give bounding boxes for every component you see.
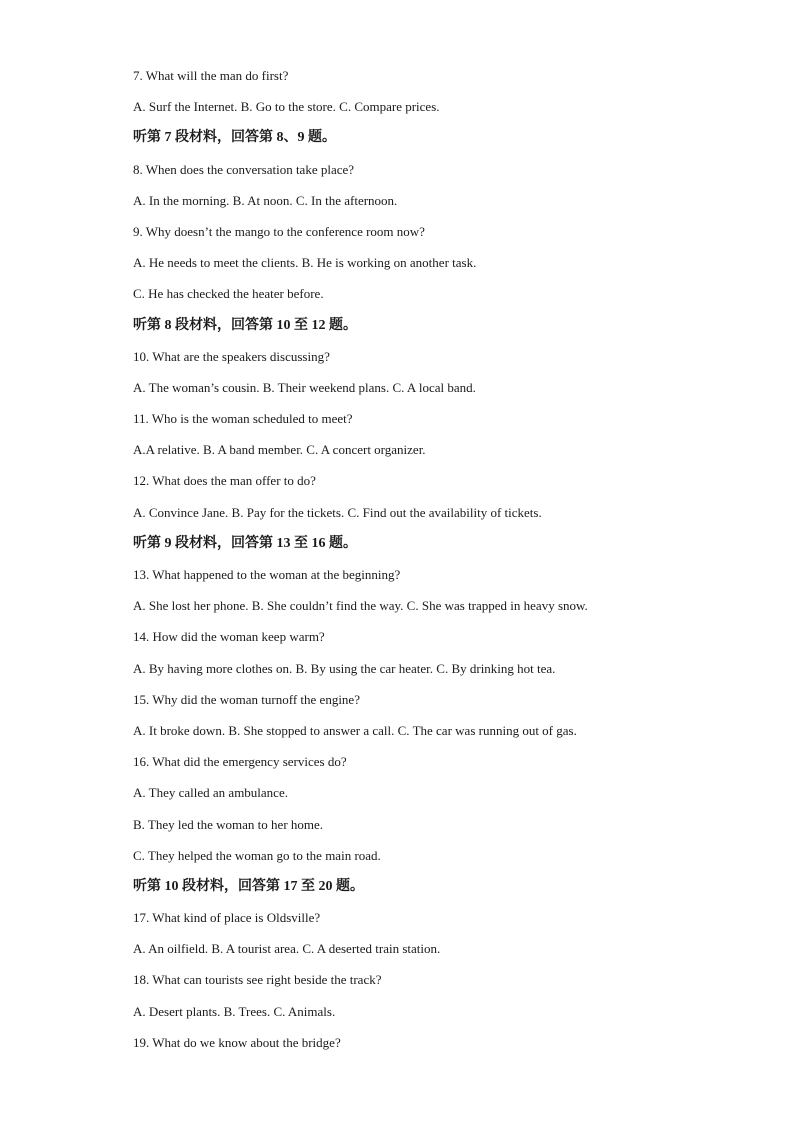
options-line: A. They called an ambulance.	[133, 785, 288, 801]
question-line: 19. What do we know about the bridge?	[133, 1034, 341, 1050]
question-line: 12. What does the man offer to do?	[133, 473, 316, 489]
question-line: 15. Why did the woman turnoff the engine?	[133, 691, 360, 707]
options-line: B. They led the woman to her home.	[133, 816, 324, 832]
options-line: C. He has checked the heater before.	[133, 286, 324, 302]
options-line: A. An oilfield. B. A tourist area. C. A deserted train station.	[133, 941, 441, 957]
section-heading: 听第 8 段材料，回答第 10 至 12 题。	[133, 317, 357, 333]
options-line: C. They helped the woman go to the main road.	[133, 847, 381, 863]
options-line: A. She lost her phone. B. She couldn’t find the way. C. She was trapped in heavy snow.	[133, 598, 588, 614]
question-line: 8. When does the conversation take place?	[133, 161, 355, 177]
question-line: 10. What are the speakers discussing?	[133, 348, 330, 364]
question-line: 16. What did the emergency services do?	[133, 754, 347, 770]
question-line: 7. What will the man do first?	[133, 68, 289, 83]
question-line: 14. How did the woman keep warm?	[133, 629, 325, 645]
options-line: A. The woman’s cousin. B. Their weekend plans. C. A local band.	[133, 379, 476, 395]
options-line: A. Surf the Internet. B. Go to the store. C. Compare prices.	[133, 99, 440, 115]
options-line: A. Desert plants. B. Trees. C. Animals.	[133, 1003, 336, 1019]
section-heading: 听第 9 段材料，回答第 13 至 16 题。	[133, 535, 357, 551]
section-heading: 听第 10 段材料，回答第 17 至 20 题。	[133, 878, 364, 894]
question-line: 9. Why doesn’t the mango to the conference room now?	[133, 223, 425, 239]
options-line: A. In the morning. B. At noon. C. In the afternoon.	[133, 192, 398, 208]
options-line: A. Convince Jane. B. Pay for the tickets. C. Find out the availability of tickets.	[133, 504, 542, 520]
question-line: 17. What kind of place is Oldsville?	[133, 910, 321, 926]
options-line: A. It broke down. B. She stopped to answer a call. C. The car was running out of gas.	[133, 722, 577, 738]
options-line: A. He needs to meet the clients. B. He is working on another task.	[133, 255, 477, 271]
section-heading: 听第 7 段材料，回答第 8、9 题。	[133, 130, 336, 146]
options-line: A.A relative. B. A band member. C. A concert organizer.	[133, 442, 426, 458]
question-line: 11. Who is the woman scheduled to meet?	[133, 411, 353, 427]
document-page	[133, 63, 753, 1061]
options-line: A. By having more clothes on. B. By using the car heater. C. By drinking hot tea.	[133, 660, 556, 676]
question-line: 18. What can tourists see right beside the track?	[133, 972, 382, 988]
question-line: 13. What happened to the woman at the beginning?	[133, 567, 401, 582]
